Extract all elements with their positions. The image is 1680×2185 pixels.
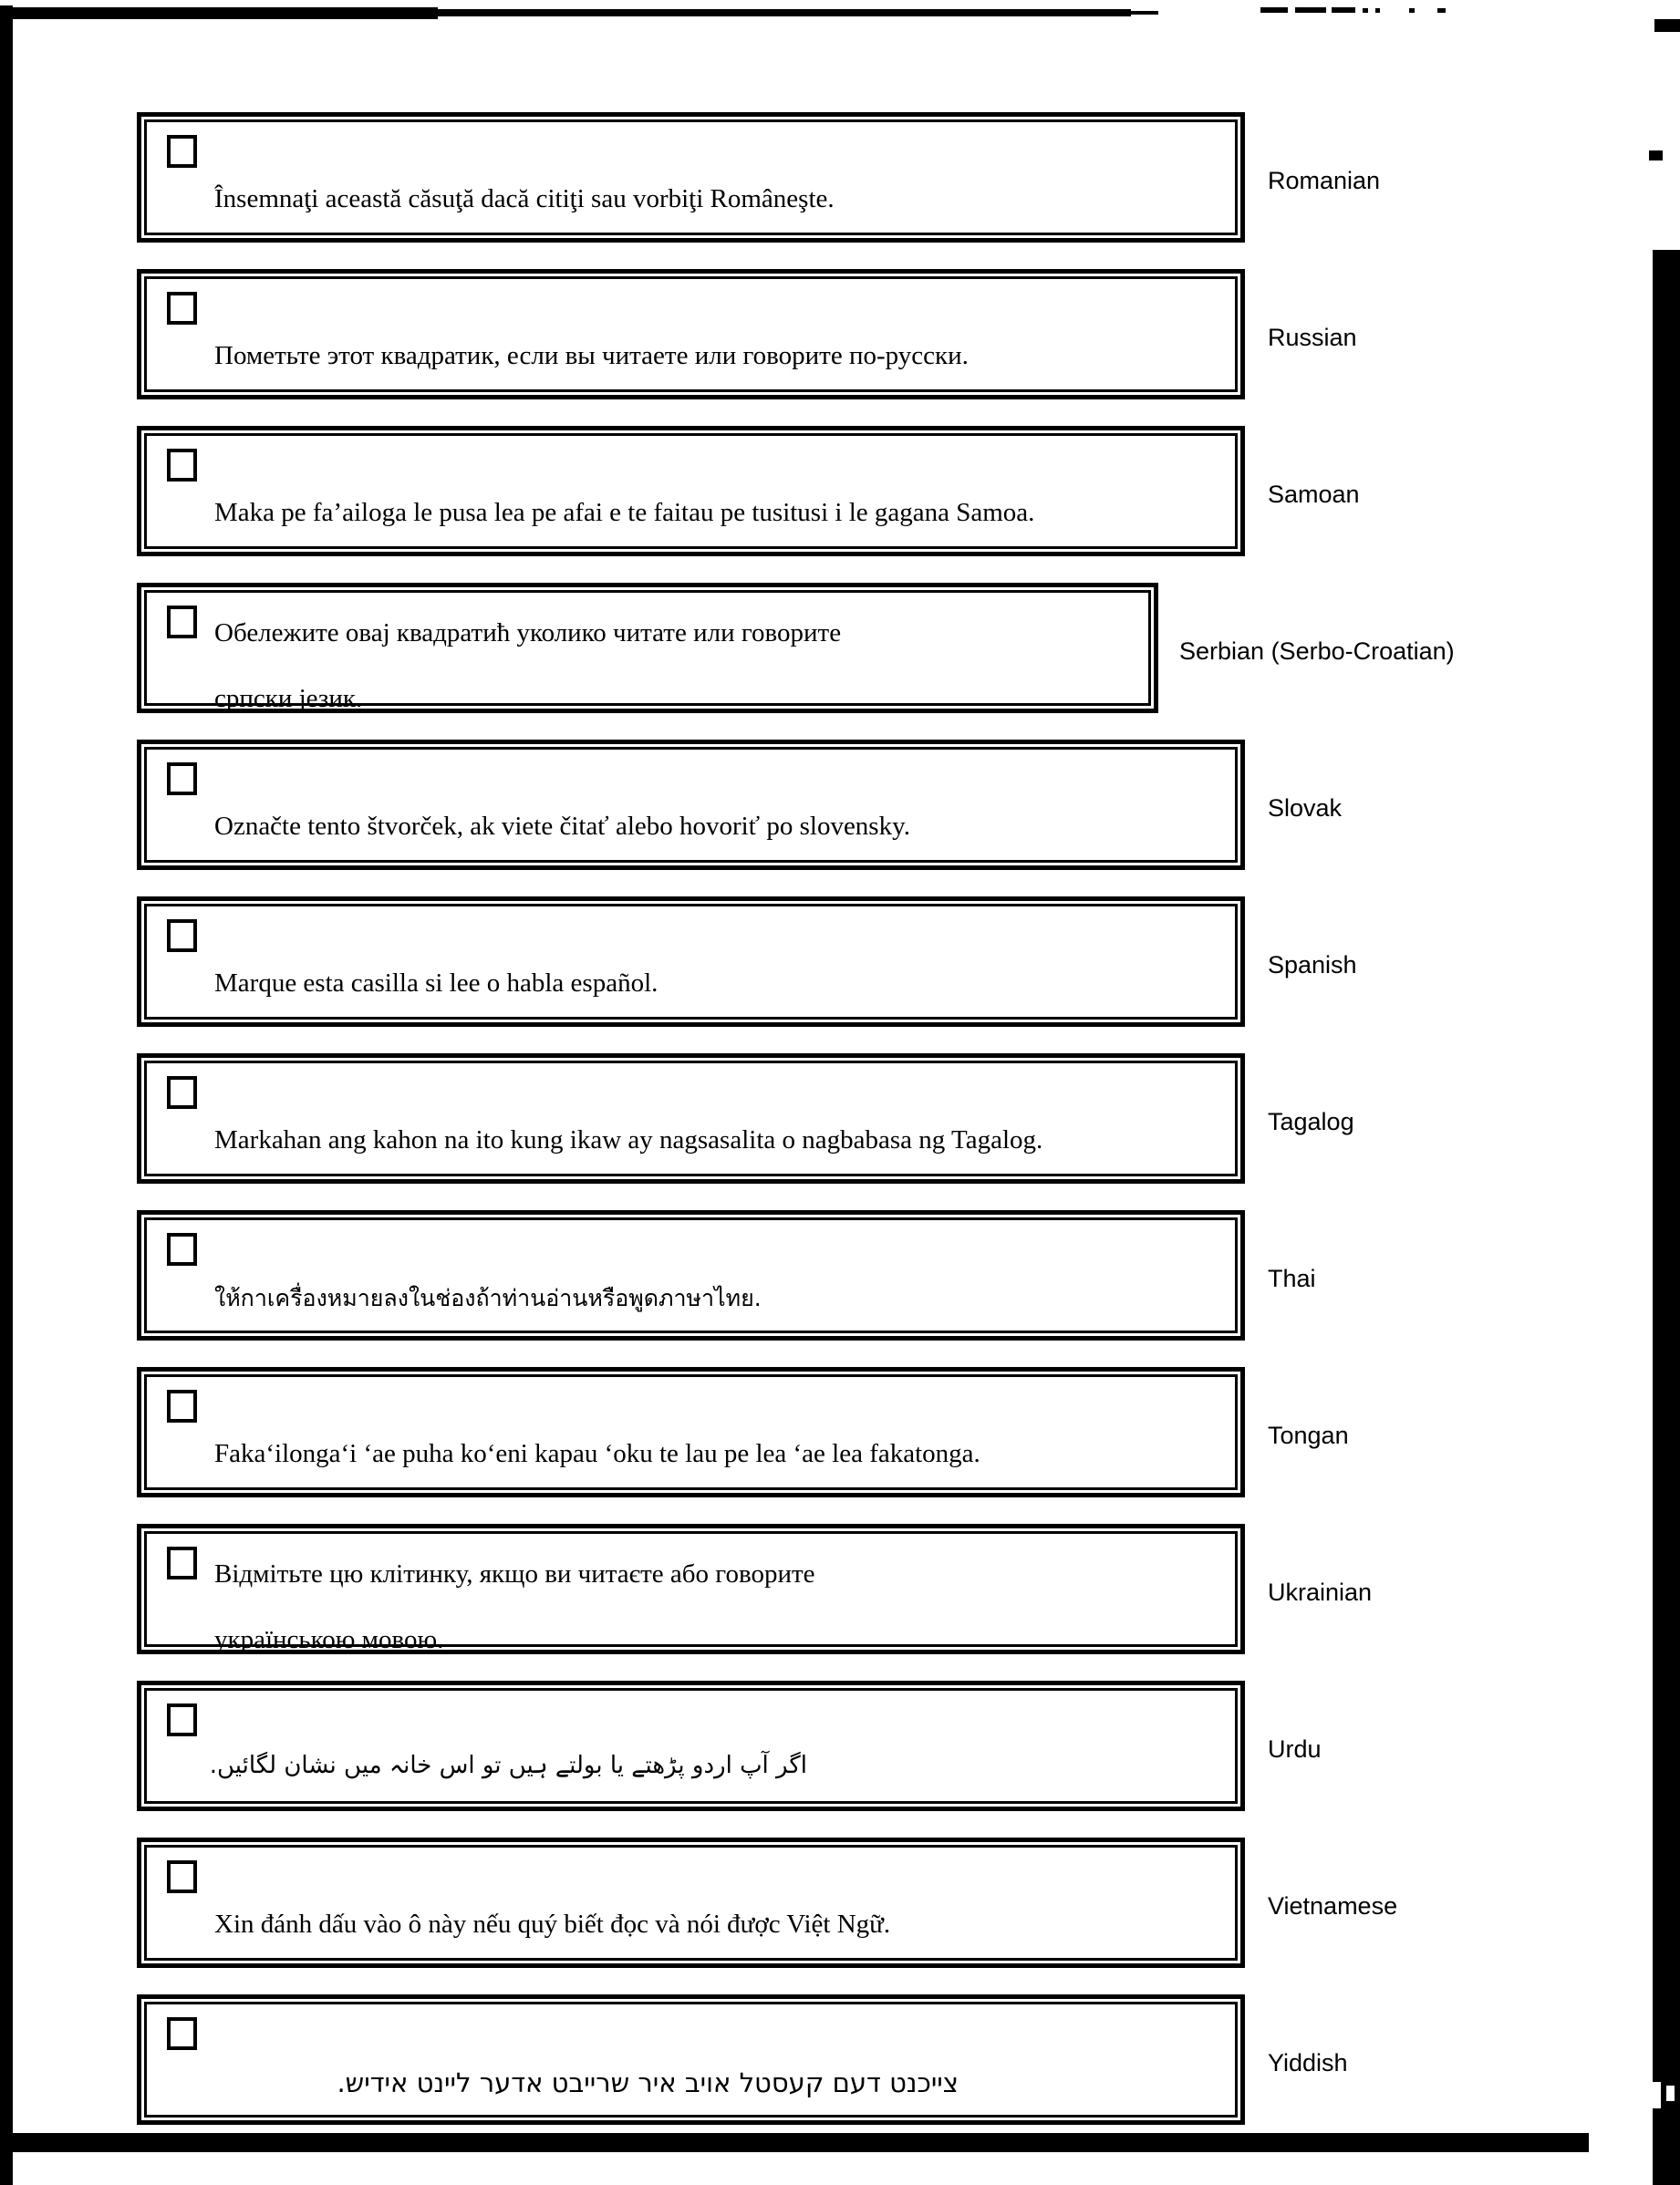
language-row-serbian: [137, 583, 1678, 713]
top-dashed-mark: [1437, 8, 1446, 13]
urdu-checkbox[interactable]: [167, 1703, 197, 1736]
language-row-romanian: [137, 112, 1678, 243]
instruction-text: [214, 600, 1136, 731]
instruction-box-inner: [144, 1845, 1238, 1961]
spanish-checkbox[interactable]: [167, 919, 197, 952]
language-label: Russian: [1268, 324, 1357, 351]
tongan-checkbox[interactable]: [167, 1390, 197, 1423]
language-row-yiddish: [137, 1994, 1678, 2125]
instruction-line: Označte tento štvorček, ak viete čitať alebo hovoriť po slovensky.: [214, 812, 910, 841]
instruction-box: [137, 1210, 1245, 1341]
instruction-box-inner: [144, 747, 1238, 863]
instruction-box-inner: [144, 1688, 1238, 1804]
instruction-text: [214, 1124, 1222, 1156]
instruction-box: [137, 1053, 1245, 1184]
instruction-box: [137, 583, 1158, 713]
language-row-thai: [137, 1210, 1678, 1341]
instruction-box: [137, 896, 1245, 1027]
instruction-box-inner: [144, 590, 1151, 713]
tagalog-checkbox[interactable]: [167, 1076, 197, 1109]
page-left-border: [0, 5, 13, 2185]
instruction-text: [214, 1908, 1222, 1941]
top-dashed-mark: [1332, 7, 1355, 13]
instruction-box-inner: [144, 433, 1238, 549]
language-label: Vietnamese: [1268, 1892, 1398, 1920]
instruction-box-inner: [144, 1531, 1238, 1654]
yiddish-checkbox[interactable]: [167, 2017, 197, 2050]
language-row-russian: [137, 269, 1678, 399]
thai-checkbox[interactable]: [167, 1233, 197, 1266]
instruction-text: [214, 1282, 1222, 1315]
language-label: Serbian (Serbo-Croatian): [1179, 637, 1455, 665]
language-row-vietnamese: [137, 1838, 1678, 1968]
instruction-box-inner: [144, 1217, 1238, 1333]
instruction-box: [137, 1838, 1245, 1968]
instruction-text: [214, 182, 1222, 215]
top-dashed-mark: [1295, 7, 1326, 13]
instruction-box-inner: [144, 1061, 1238, 1176]
instruction-text: [214, 1541, 1222, 1672]
slovak-checkbox[interactable]: [167, 762, 197, 795]
vietnamese-checkbox[interactable]: [167, 1860, 197, 1893]
romanian-checkbox[interactable]: [167, 135, 197, 168]
instruction-text: [169, 1749, 807, 1782]
instruction-line: Обележите овај квадратић уколико читате или говорите: [214, 618, 842, 647]
language-row-tagalog: [137, 1053, 1678, 1184]
instruction-line: Пометьте этот квадратик, если вы читаете или говорите по-русски.: [214, 341, 969, 370]
instruction-text: [214, 496, 1222, 529]
top-dashed-mark: [1363, 8, 1368, 13]
instruction-line: اگر آپ اردو پڑھتے یا بولتے ہیں تو اس خانہ میں نشان لگائیں.: [209, 1752, 807, 1779]
language-label: Thai: [1268, 1265, 1316, 1292]
language-label: Samoan: [1268, 481, 1360, 508]
instruction-line: Faka‘ilonga‘i ‘ae puha ko‘eni kapau ‘oku te lau pe lea ‘ae lea fakatonga.: [214, 1439, 980, 1468]
top-dashed-mark: [1409, 8, 1415, 13]
ukrainian-checkbox[interactable]: [167, 1547, 197, 1579]
language-checkbox-list: [137, 112, 1678, 2151]
instruction-box: [137, 1367, 1245, 1497]
instruction-line: українською мовою.: [214, 1625, 444, 1654]
instruction-box: [137, 1681, 1245, 1811]
instruction-box-inner: [144, 1374, 1238, 1490]
instruction-line: Відмітьте цю клітинку, якщо ви читаєте або говорите: [214, 1559, 815, 1589]
page-top-border: [1131, 11, 1158, 15]
instruction-line: צייכנט דעם קעסטל אויב איר שרייבט אדער ליינט אידיש.: [337, 2067, 959, 2098]
instruction-text: [214, 339, 1222, 372]
instruction-box: [137, 269, 1245, 399]
top-dashed-mark: [1375, 8, 1380, 13]
instruction-box: [137, 1524, 1245, 1654]
language-row-ukrainian: [137, 1524, 1678, 1654]
instruction-line: Marque esta casilla si lee o habla español.: [214, 968, 659, 998]
language-label: Urdu: [1268, 1735, 1322, 1763]
instruction-box: [137, 740, 1245, 870]
top-right-scan-mark: [1654, 19, 1680, 32]
language-label: Slovak: [1268, 794, 1343, 822]
instruction-line: Xin đánh dấu vào ô này nếu quý biết đọc và nói được Việt Ngữ.: [214, 1910, 891, 1939]
instruction-box-inner: [144, 276, 1238, 392]
samoan-checkbox[interactable]: [167, 449, 197, 482]
instruction-line: Markahan ang kahon na ito kung ikaw ay nagsasalita o nagbabasa ng Tagalog.: [214, 1125, 1043, 1155]
language-row-tongan: [137, 1367, 1678, 1497]
language-label: Yiddish: [1268, 2049, 1348, 2076]
instruction-box: [137, 426, 1245, 556]
language-row-urdu: [137, 1681, 1678, 1811]
instruction-line: Maka pe fa’ailoga le pusa lea pe afai e te faitau pe tusitusi i le gagana Samoa.: [214, 498, 1035, 527]
serbian-checkbox[interactable]: [167, 606, 197, 638]
language-row-samoan: [137, 426, 1678, 556]
instruction-box-inner: [144, 904, 1238, 1020]
language-label: Spanish: [1268, 951, 1357, 979]
russian-checkbox[interactable]: [167, 292, 197, 325]
instruction-box-inner: [144, 2002, 1238, 2118]
language-label: Tagalog: [1268, 1108, 1354, 1135]
language-row-slovak: [137, 740, 1678, 870]
instruction-line: Însemnaţi această căsuţă dacă citiţi sau vorbiţi Româneşte.: [214, 184, 835, 213]
instruction-line: српски језик.: [214, 684, 363, 713]
page-top-border: [438, 9, 1131, 16]
instruction-box: [137, 112, 1245, 243]
instruction-box-inner: [144, 119, 1238, 235]
instruction-text: [170, 2066, 959, 2099]
language-label: Tongan: [1268, 1422, 1349, 1449]
instruction-text: [214, 967, 1222, 999]
instruction-line: ให้กาเครื่องหมายลงในช่องถ้าท่านอ่านหรือพูดภาษาไทย.: [214, 1285, 762, 1311]
language-label: Romanian: [1268, 167, 1381, 194]
instruction-box: [137, 1994, 1245, 2125]
page-top-border: [0, 7, 438, 19]
language-label: Ukrainian: [1268, 1579, 1373, 1606]
instruction-text: [214, 1437, 1222, 1470]
instruction-text: [214, 810, 1222, 843]
language-row-spanish: [137, 896, 1678, 1027]
top-dashed-mark: [1260, 7, 1288, 13]
